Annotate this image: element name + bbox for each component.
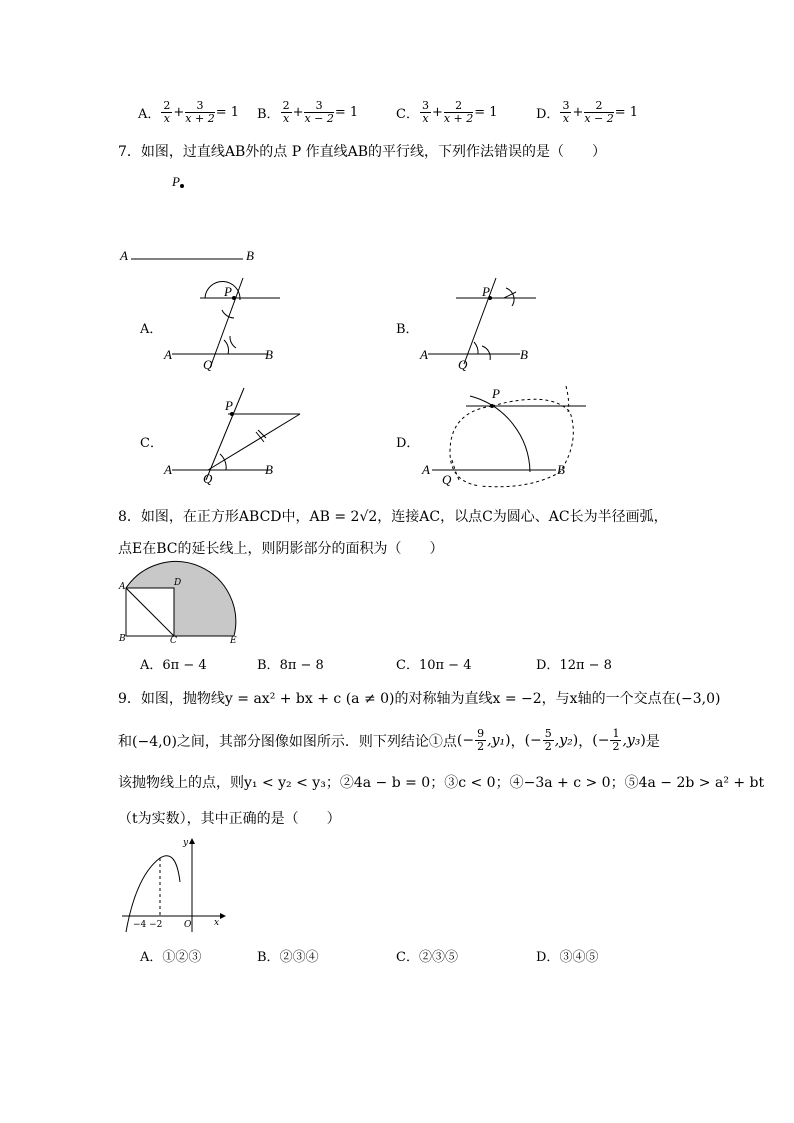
fraction — [304, 100, 333, 125]
fraction — [185, 100, 214, 125]
sign: − — [462, 732, 475, 749]
option-value: ②③⑤ — [418, 950, 458, 965]
point-y: ,y₁ — [487, 732, 506, 749]
option-value: ③④⑤ — [559, 950, 599, 965]
option-value: ②③④ — [279, 950, 319, 965]
q6-option-d[interactable]: D． $\frac{3}{x}$ + $\frac{2}{x - 2}$ = 1 — [536, 99, 639, 125]
q8-figure — [118, 568, 248, 638]
q8-option-d[interactable] — [536, 654, 612, 673]
option-letter: A． — [140, 950, 163, 965]
denominator: 2 — [477, 740, 485, 753]
point-1: (− $\frac{9}{2}$ ,y₁) — [456, 727, 511, 753]
option-letter: A． — [138, 107, 161, 122]
numerator: 9 — [477, 727, 485, 740]
option-value: 12π − 8 — [559, 658, 612, 673]
denominator: x — [282, 112, 290, 125]
q7-b-label-a: A — [420, 347, 428, 362]
q7-b-label-q: Q — [458, 357, 468, 372]
q9-option-c[interactable] — [396, 946, 458, 965]
numerator: 3 — [562, 99, 570, 112]
point-y: ,y₃ — [622, 732, 641, 749]
numerator: 5 — [544, 727, 552, 740]
q8-label-c: C — [170, 636, 177, 646]
q9-option-d[interactable] — [536, 946, 598, 965]
q9-tick-labels: −4 −2 — [133, 920, 163, 930]
q7-option-b[interactable]: B． — [396, 322, 419, 337]
q7-a-label-q: Q — [203, 357, 213, 372]
sign: − — [530, 732, 542, 749]
equation-rhs: = 1 — [215, 105, 240, 120]
q7-b-label-p: P — [482, 284, 490, 299]
fraction — [560, 100, 571, 125]
fraction — [444, 100, 473, 125]
q7-a-label-p: P — [224, 284, 232, 299]
q9-axis-x-label: x — [214, 918, 220, 928]
q7-c-label-a: A — [164, 462, 172, 477]
q7-d-label-q: Q — [442, 472, 452, 487]
point-y: ,y₂ — [554, 732, 573, 749]
option-letter: C． — [396, 107, 419, 122]
q9-stem-line2: 和(−4,0)之间，其部分图像如图所示．则下列结论①点 (− $\frac{9}{2}$ ,y₁) ， (− $\frac{5}{2}$ ,y₂) ， (− $\frac{1}{2}$ ,y₃) 是 — [118, 727, 660, 753]
numerator: 2 — [584, 100, 613, 113]
equation-rhs: = 1 — [334, 105, 359, 120]
denominator: x − 2 — [584, 112, 614, 125]
denominator: x — [422, 112, 429, 125]
q7-line-ab — [131, 257, 251, 261]
option-letter: C． — [396, 950, 419, 965]
q6-option-c[interactable]: C． $\frac{3}{x}$ + $\frac{2}{x + 2}$ = 1 — [396, 99, 498, 125]
option-letter: C． — [396, 658, 419, 673]
q9-option-a[interactable] — [140, 946, 201, 965]
q7-stem: 7．如图，过直线AB外的点 P 作直线AB的平行线，下列作法错误的是（ ） — [118, 144, 607, 160]
numerator: 3 — [421, 99, 429, 112]
option-letter: B． — [257, 658, 280, 673]
q7-figure-c — [160, 384, 310, 484]
fraction — [281, 100, 292, 125]
option-value: ①②③ — [162, 950, 202, 965]
q7-figure-b — [420, 270, 560, 370]
stem-text: 和(−4,0)之间，其部分图像如图所示．则下列结论①点 — [118, 733, 457, 750]
q7-d-label-b: B — [557, 462, 565, 477]
q7-a-label-b: B — [265, 347, 273, 362]
option-value: 6π − 4 — [162, 658, 207, 673]
q9-axis-y-label: y — [183, 838, 189, 848]
equation-rhs: = 1 — [614, 105, 639, 120]
q6-option-b[interactable]: B． $\frac{2}{x}$ + $\frac{3}{x - 2}$ = 1 — [257, 99, 359, 125]
q8-option-a[interactable] — [140, 654, 207, 673]
option-letter: D． — [536, 107, 560, 122]
q9-option-b[interactable] — [257, 946, 319, 965]
q8-label-b: B — [119, 634, 126, 644]
numerator: 1 — [612, 727, 620, 740]
q7-b-label-b: B — [520, 347, 528, 362]
denominator: x − 2 — [304, 112, 334, 125]
q8-stem-line1: 8．如图，在正方形ABCD中，AB = 2√2，连接AC，以点C为圆心、AC长为半径画弧， — [118, 509, 668, 525]
stem-text: 是 — [645, 733, 660, 750]
fraction — [161, 100, 172, 125]
q7-line-label-a: A — [120, 248, 128, 263]
option-letter: B． — [257, 107, 280, 122]
q9-stem-line3: 该抛物线上的点，则y₁ < y₂ < y₃；②4a − b = 0；③c < 0；④−3a + c > 0；⑤4a − 2b > a² + bt — [118, 775, 765, 791]
q8-label-e: E — [230, 636, 237, 646]
q9-stem-line4: （t为实数），其中正确的是（ ） — [118, 811, 341, 827]
q7-point-p-label: P — [172, 174, 180, 189]
q6-option-a[interactable]: A． $\frac{2}{x}$ + $\frac{3}{x + 2}$ = 1 — [138, 99, 240, 125]
fraction — [543, 728, 554, 753]
q9-stem-line1: 9．如图，抛物线y = ax² + bx + c (a ≠ 0)的对称轴为直线x = −2，与x轴的一个交点在(−3,0) — [118, 691, 721, 707]
q7-option-a[interactable]: A． — [140, 322, 163, 337]
fraction — [475, 728, 486, 753]
q9-origin-label: O — [184, 920, 192, 930]
q8-option-c[interactable] — [396, 654, 471, 673]
sign: − — [597, 732, 610, 749]
q7-c-label-q: Q — [203, 471, 213, 486]
numerator: 2 — [444, 100, 473, 113]
option-letter: D． — [536, 658, 560, 673]
q7-d-label-p: P — [492, 386, 500, 401]
q8-label-d: D — [174, 578, 182, 588]
fraction — [610, 728, 621, 753]
q8-stem-line2: 点E在BC的延长线上，则阴影部分的面积为（ ） — [118, 541, 444, 557]
q7-a-label-a: A — [164, 347, 172, 362]
numerator: 2 — [282, 99, 290, 112]
fraction — [584, 100, 613, 125]
q8-label-a: A — [119, 582, 126, 592]
point-2: (− $\frac{5}{2}$ ,y₂) — [524, 727, 579, 753]
denominator: x + 2 — [185, 112, 215, 125]
option-value: 8π − 8 — [279, 658, 324, 673]
option-letter: D． — [536, 950, 560, 965]
q8-option-b[interactable] — [257, 654, 324, 673]
option-letter: A． — [140, 658, 163, 673]
q7-option-d[interactable]: D． — [396, 436, 420, 451]
numerator: 3 — [185, 100, 214, 113]
q7-d-label-a: A — [422, 462, 430, 477]
q7-line-label-b: B — [246, 248, 254, 263]
point-3: (− $\frac{1}{2}$ ,y₃) — [592, 727, 646, 753]
numerator: 2 — [163, 99, 171, 112]
denominator: 2 — [544, 740, 552, 753]
equation-rhs: = 1 — [474, 105, 498, 120]
q7-c-label-b: B — [265, 462, 273, 477]
option-letter: B． — [257, 950, 280, 965]
q7-option-c[interactable]: C． — [140, 436, 163, 451]
fraction — [420, 100, 431, 125]
denominator: x — [562, 112, 570, 125]
denominator: x — [163, 112, 170, 125]
denominator: x + 2 — [443, 112, 474, 125]
q7-c-label-p: P — [225, 398, 233, 413]
option-value: 10π − 4 — [418, 658, 472, 673]
numerator: 3 — [304, 100, 333, 113]
denominator: 2 — [612, 740, 620, 753]
q7-point-p — [179, 183, 185, 189]
